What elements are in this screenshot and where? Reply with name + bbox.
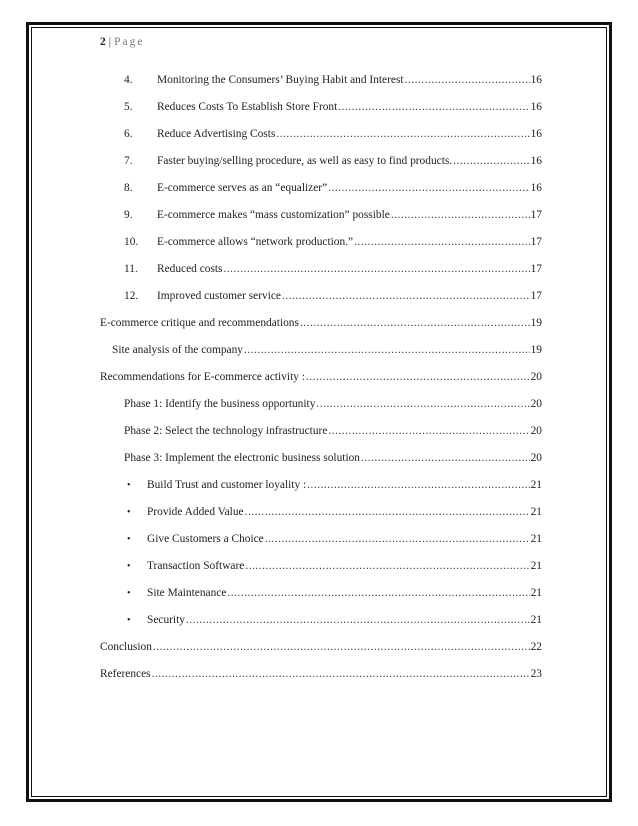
toc-entry[interactable] xyxy=(124,155,542,171)
bullet-icon: • xyxy=(127,507,131,518)
toc-entry-number: 8. xyxy=(124,182,133,194)
toc-entry-label: Site Maintenance xyxy=(147,587,227,599)
toc-entry-label: Provide Added Value xyxy=(147,506,244,518)
toc-entry-number: 4. xyxy=(124,74,133,86)
toc-entry-page: 21 xyxy=(530,479,542,491)
toc-entry-label: Phase 3: Implement the electronic business solution xyxy=(124,452,360,464)
toc-entry-page: 16 xyxy=(530,128,542,140)
toc-entry-page: 20 xyxy=(530,452,542,464)
toc-entry-label: Reduced costs xyxy=(157,263,223,275)
toc-entry[interactable] xyxy=(124,506,542,522)
toc-entry[interactable] xyxy=(124,182,542,198)
page-word: Page xyxy=(114,36,145,48)
toc-entry-page: 19 xyxy=(530,317,542,329)
header-separator: | xyxy=(108,36,112,48)
toc-leader-dots xyxy=(316,398,529,410)
toc-entry-page: 20 xyxy=(530,398,542,410)
toc-leader-dots xyxy=(245,560,529,572)
toc-entry[interactable] xyxy=(124,587,542,603)
toc-leader-dots xyxy=(244,344,530,356)
toc-leader-dots xyxy=(338,101,529,113)
page-number: 2 xyxy=(100,36,106,48)
toc-entry-page: 19 xyxy=(530,344,542,356)
toc-leader-dots xyxy=(307,479,529,491)
toc-leader-dots xyxy=(282,290,530,302)
toc-leader-dots xyxy=(306,371,530,383)
toc-entry-label: Build Trust and customer loyality : xyxy=(147,479,307,491)
toc-entry[interactable] xyxy=(124,614,542,630)
toc-entry-label: E-commerce makes “mass customization” possible xyxy=(157,209,390,221)
toc-entry-number: 5. xyxy=(124,101,133,113)
toc-entry[interactable] xyxy=(124,236,542,252)
toc-leader-dots xyxy=(354,236,530,248)
toc-leader-dots xyxy=(186,614,530,626)
toc-leader-dots xyxy=(223,263,529,275)
toc-entry[interactable] xyxy=(124,452,542,468)
toc-entry-page: 17 xyxy=(530,263,542,275)
toc-leader-dots xyxy=(300,317,530,329)
toc-entry-number: 12. xyxy=(124,290,139,302)
toc-entry-label: Recommendations for E-commerce activity : xyxy=(100,371,305,383)
toc-entry[interactable] xyxy=(124,290,542,306)
toc-entry[interactable] xyxy=(112,344,542,360)
toc-leader-dots xyxy=(328,425,529,437)
toc-entry-page: 23 xyxy=(530,668,542,680)
toc-entry[interactable] xyxy=(100,317,542,333)
toc-leader-dots xyxy=(405,74,530,86)
toc-entry-page: 17 xyxy=(530,290,542,302)
toc-entry[interactable] xyxy=(124,533,542,549)
toc-entry-number: 9. xyxy=(124,209,133,221)
bullet-icon: • xyxy=(127,534,131,545)
toc-entry-label: Monitoring the Consumers’ Buying Habit and Interest xyxy=(157,74,404,86)
toc-leader-dots xyxy=(153,641,530,653)
toc-entry-number: 11. xyxy=(124,263,138,275)
bullet-icon: • xyxy=(127,561,131,572)
toc-entry-page: 17 xyxy=(530,209,542,221)
toc-entry[interactable] xyxy=(124,263,542,279)
toc-entry-page: 16 xyxy=(530,155,542,167)
toc-entry-page: 16 xyxy=(530,74,542,86)
toc-leader-dots xyxy=(328,182,529,194)
toc-leader-dots xyxy=(245,506,530,518)
toc-entry-label: E-commerce allows “network production.” xyxy=(157,236,354,248)
toc-entry-number: 10. xyxy=(124,236,139,248)
toc-leader-dots xyxy=(391,209,530,221)
toc-entry-page: 20 xyxy=(530,371,542,383)
bullet-icon: • xyxy=(127,588,131,599)
toc-entry-page: 21 xyxy=(530,614,542,626)
toc-entry-label: Improved customer service xyxy=(157,290,281,302)
toc-entry-page: 16 xyxy=(530,182,542,194)
toc-entry-page: 17 xyxy=(530,236,542,248)
toc-entry-label: References xyxy=(100,668,151,680)
page-header xyxy=(100,36,144,48)
toc-entry-label: Phase 1: Identify the business opportunity xyxy=(124,398,316,410)
toc-leader-dots xyxy=(361,452,530,464)
toc-entry[interactable] xyxy=(100,371,542,387)
toc-entry[interactable] xyxy=(100,668,542,684)
toc-entry-label: Security xyxy=(147,614,185,626)
toc-entry[interactable] xyxy=(124,425,542,441)
toc-entry[interactable] xyxy=(124,398,542,414)
toc-entry-label: E-commerce critique and recommendations xyxy=(100,317,299,329)
toc-leader-dots xyxy=(227,587,529,599)
toc-entry-page: 21 xyxy=(530,533,542,545)
toc-entry[interactable] xyxy=(124,560,542,576)
toc-entry-number: 6. xyxy=(124,128,133,140)
toc-entry[interactable] xyxy=(124,209,542,225)
toc-entry-label: Phase 2: Select the technology infrastructure xyxy=(124,425,328,437)
toc-entry-label: Reduce Advertising Costs xyxy=(157,128,276,140)
toc-entry-page: 20 xyxy=(530,425,542,437)
bullet-icon: • xyxy=(127,480,131,491)
toc-entry-label: Faster buying/selling procedure, as well as easy to find products. xyxy=(157,155,453,167)
toc-entry-page: 21 xyxy=(530,506,542,518)
toc-entry[interactable] xyxy=(124,128,542,144)
toc-entry-label: E-commerce serves as an “equalizer” xyxy=(157,182,328,194)
toc-leader-dots xyxy=(453,155,529,167)
toc-entry-number: 7. xyxy=(124,155,133,167)
toc-leader-dots xyxy=(265,533,530,545)
toc-entry-page: 21 xyxy=(530,560,542,572)
bullet-icon: • xyxy=(127,615,131,626)
toc-entry[interactable] xyxy=(100,641,542,657)
toc-entry[interactable] xyxy=(124,101,542,117)
toc-entry-page: 21 xyxy=(530,587,542,599)
toc-entry[interactable] xyxy=(124,479,542,495)
toc-entry-label: Site analysis of the company xyxy=(112,344,243,356)
toc-entry-label: Reduces Costs To Establish Store Front xyxy=(157,101,338,113)
toc-entry-label: Conclusion xyxy=(100,641,152,653)
toc-leader-dots xyxy=(276,128,529,140)
toc-entry-page: 22 xyxy=(530,641,542,653)
toc-leader-dots xyxy=(152,668,530,680)
toc-entry-label: Transaction Software xyxy=(147,560,245,572)
toc-entry[interactable] xyxy=(124,74,542,90)
toc-entry-page: 16 xyxy=(530,101,542,113)
toc-entry-label: Give Customers a Choice xyxy=(147,533,264,545)
